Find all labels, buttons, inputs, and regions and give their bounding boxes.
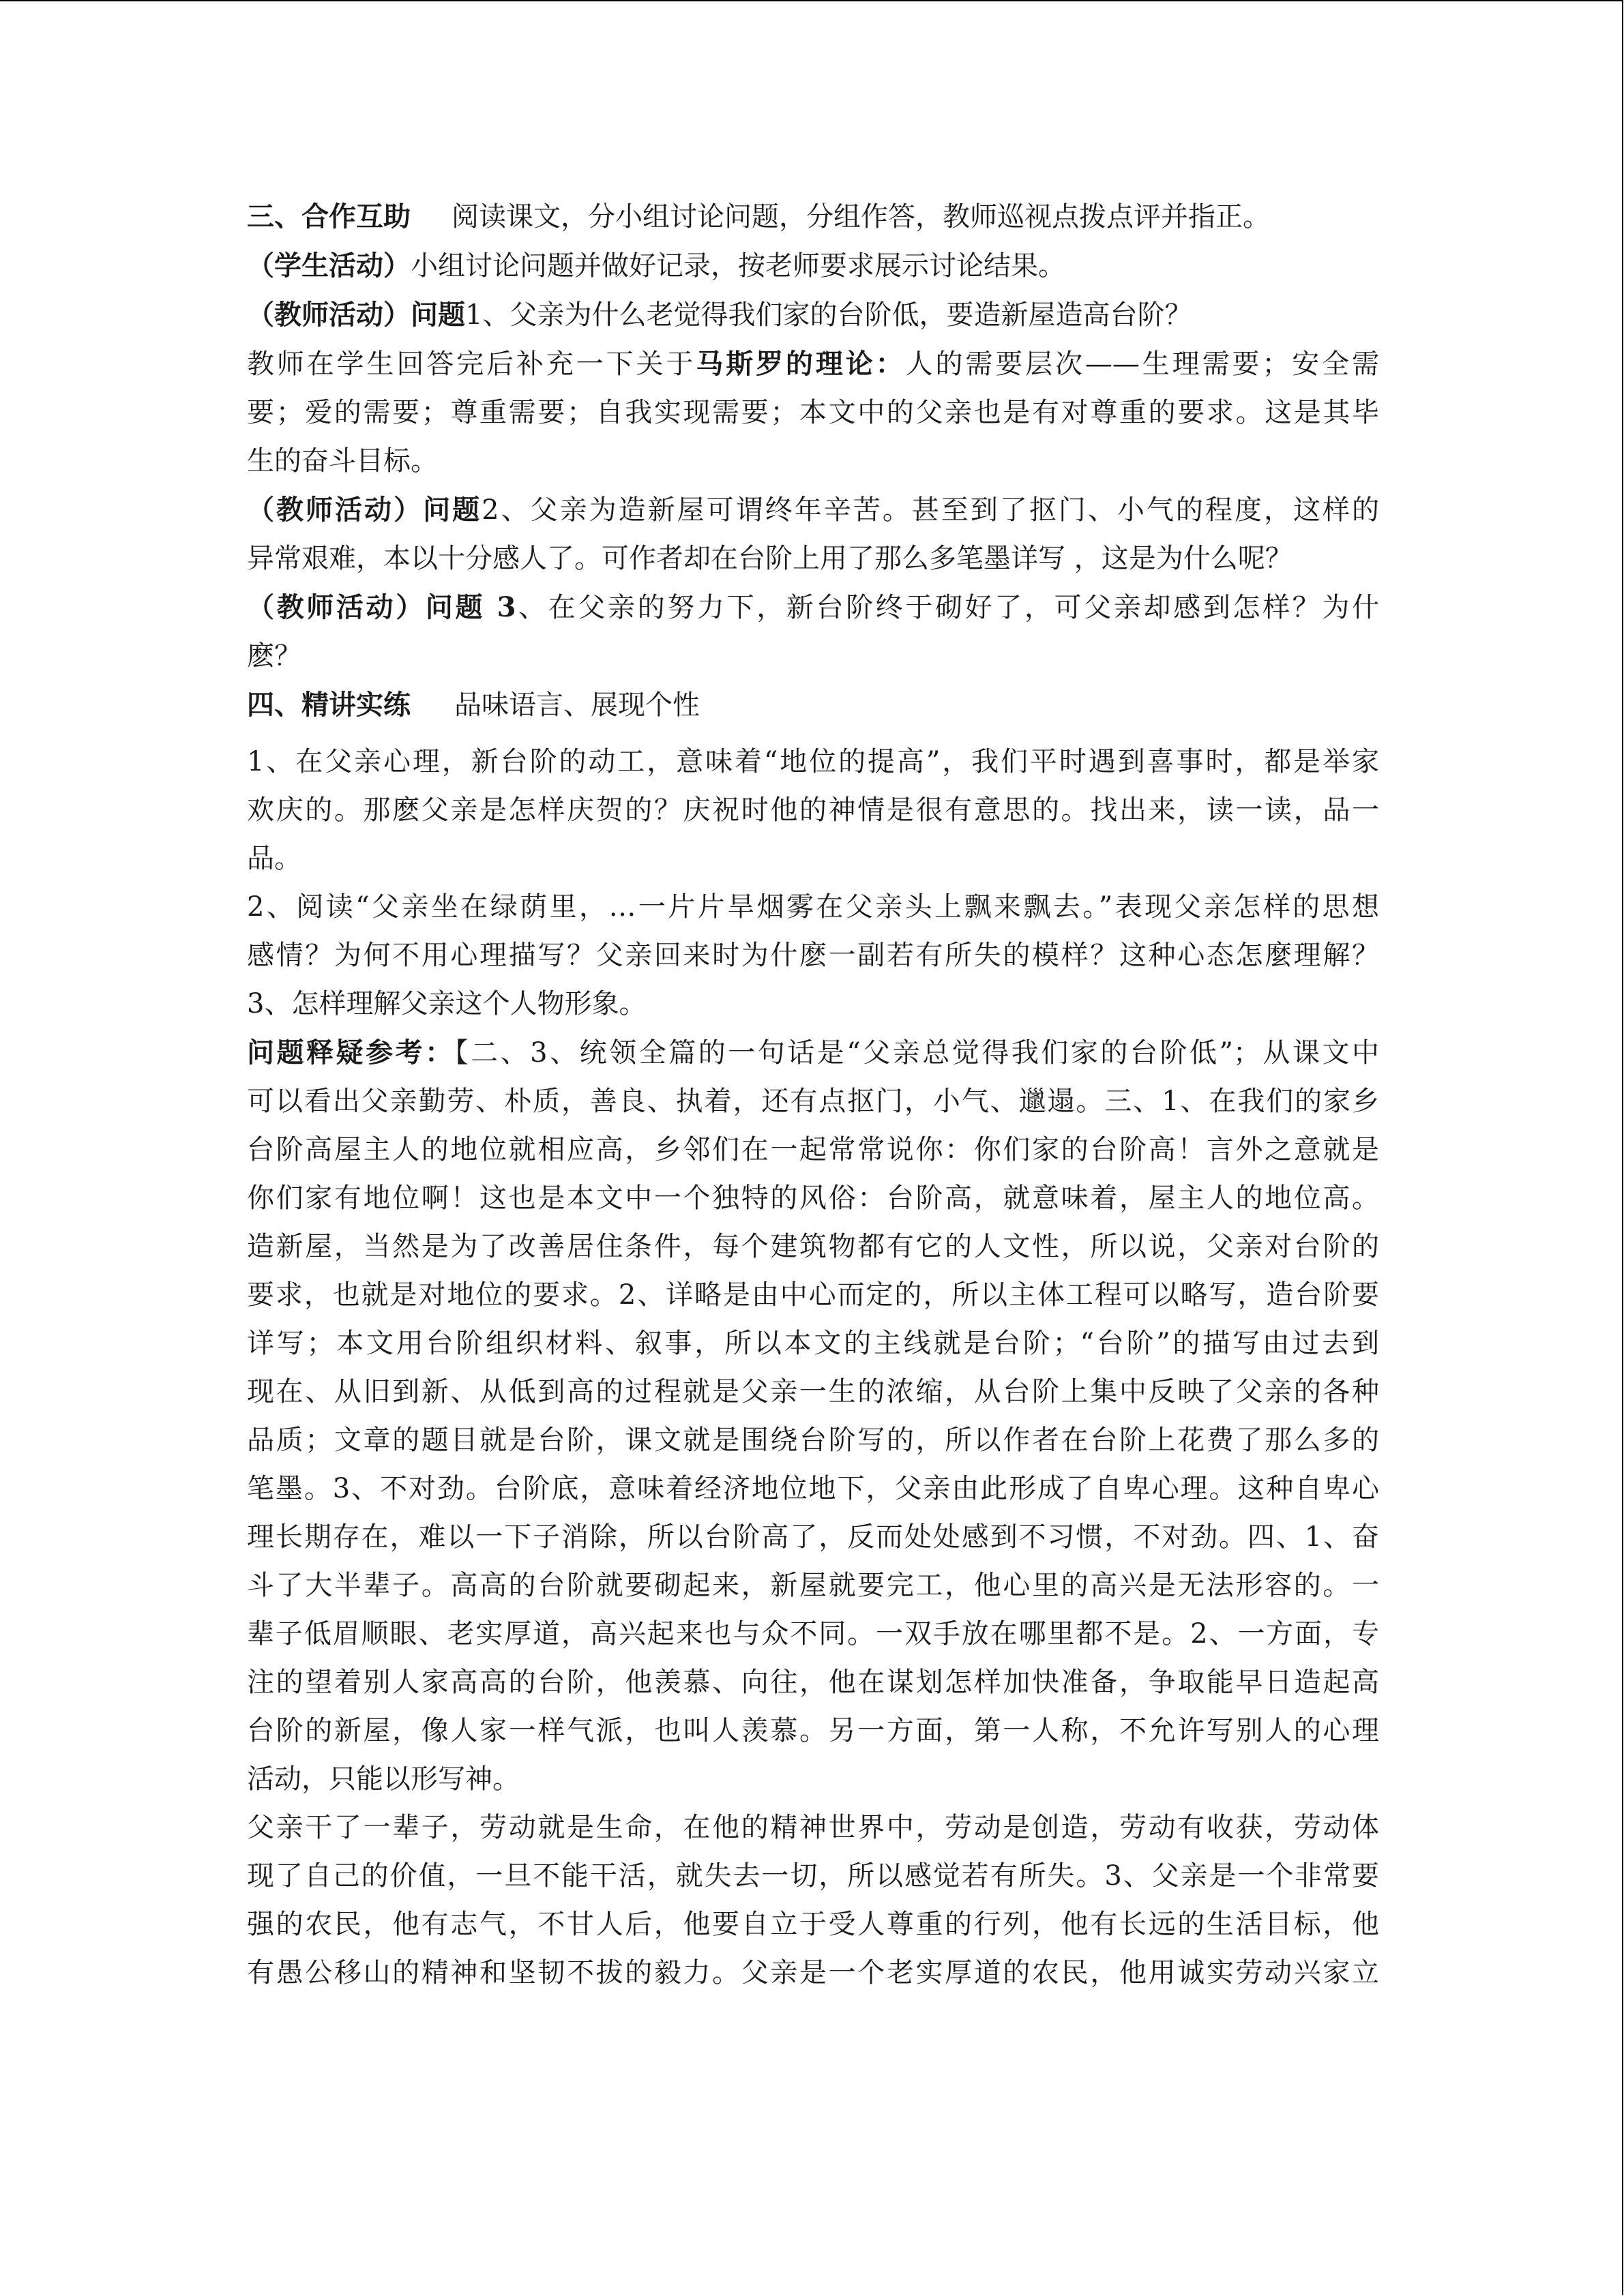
- maslow-line-3: 生的奋斗目标。: [247, 445, 438, 477]
- maslow-theory-label: 马斯罗的理论：: [696, 348, 906, 380]
- section4-subtitle: 品味语言、展现个性: [454, 689, 700, 721]
- answers-para2-line: 现了自己的价值，一旦不能干活，就失去一切，所以感觉若有所失。3、父亲是一个非常要: [247, 1860, 1379, 1892]
- answers-line: 造新屋，当然是为了改善居住条件，每个建筑物都有它的人文性，所以说，父亲对台阶的: [247, 1231, 1379, 1262]
- question3-text-1: 、在父亲的努力下，新台阶终于砌好了，可父亲却感到怎样？为什: [516, 592, 1379, 623]
- exercise1-line: 欢庆的。那麽父亲是怎样庆贺的？庆祝时他的神情是很有意思的。找出来，读一读，品一: [247, 794, 1379, 826]
- question2-line-1: [247, 486, 1379, 535]
- exercise2-line: 2、阅读“父亲坐在绿荫里，…一片片旱烟雾在父亲头上飘来飘去。”表现父亲怎样的思想: [247, 891, 1379, 923]
- question1-text: 1、父亲为什么老觉得我们家的台阶低，要造新屋造高台阶？: [465, 299, 1192, 331]
- question3-line-2: 麽？: [247, 640, 301, 672]
- answers-line: 笔墨。3、不对劲。台阶底，意味着经济地位地下，父亲由此形成了自卑心理。这种自卑心: [247, 1473, 1379, 1504]
- answers-line: 品质；文章的题目就是台阶，课文就是围绕台阶写的，所以作者在台阶上花费了那么多的: [247, 1425, 1379, 1456]
- answers-line: 斗了大半辈子。高高的台阶就要砌起来，新屋就要完工，他心里的高兴是无法形容的。一: [247, 1570, 1379, 1601]
- answers-line: 台阶高屋主人的地位就相应高，乡邻们在一起常常说你：你们家的台阶高！言外之意就是: [247, 1134, 1379, 1165]
- exercise2-line: 感情？为何不用心理描写？父亲回来时为什麽一副若有所失的模样？这种心态怎麼理解？: [247, 940, 1379, 971]
- exercise1-line: 品。: [247, 843, 301, 874]
- answers-first-text: 【二、3、统领全篇的一句话是“父亲总觉得我们家的台阶低”；从课文中: [454, 1037, 1379, 1069]
- section3-heading-line: [247, 192, 1379, 241]
- document-body: [247, 192, 1379, 1997]
- question3-line-1: [247, 583, 1379, 632]
- exercise3-line: 3、怎样理解父亲这个人物形象。: [247, 988, 647, 1019]
- question3-label: （教师活动）问题 3: [247, 591, 516, 623]
- answers-label: 问题释疑参考：: [247, 1037, 455, 1069]
- question2-text-1: 2、父亲为造新屋可谓终年辛苦。甚至到了抠门、小气的程度，这样的: [482, 494, 1380, 526]
- answers-line: 详写；本文用台阶组织材料、叙事，所以本文的主线就是台阶；“台阶”的描写由过去到: [247, 1328, 1379, 1359]
- answers-first-line: [247, 1028, 1379, 1077]
- student-activity-line: [247, 241, 1379, 290]
- answers-line: 辈子低眉顺眼、老实厚道，高兴起来也与众不同。一双手放在哪里都不是。2、一方面，专: [247, 1618, 1379, 1650]
- answers-line: 台阶的新屋，像人家一样气派，也叫人羡慕。另一方面，第一人称，不允许写别人的心理: [247, 1715, 1379, 1746]
- section3-intro: 阅读课文，分小组讨论问题，分组作答，教师巡视点拨点评并指正。: [452, 201, 1270, 233]
- maslow-line-2: 要；爱的需要；尊重需要；自我实现需要；本文中的父亲也是有对尊重的要求。这是其毕: [247, 397, 1379, 428]
- section3-heading: 三、合作互助: [247, 200, 411, 233]
- answers-line-short: 活动，只能以形写神。: [247, 1763, 520, 1795]
- maslow-needs-start: 人的需要层次——生理需要；安全需: [905, 348, 1380, 380]
- answers-line: 理长期存在，难以一下子消除，所以台阶高了，反而处处感到不习惯，不对劲。四、1、奋: [247, 1521, 1379, 1553]
- answers-line: 注的望着别人家高高的台阶，他羡慕、向往，他在谋划怎样加快准备，争取能早日造起高: [247, 1667, 1379, 1698]
- maslow-intro: 教师在学生回答完后补充一下关于: [247, 348, 696, 380]
- question2-line-2: 异常艰难，本以十分感人了。可作者却在台阶上用了那么多笔墨详写 ，这是为什么呢？: [247, 543, 1293, 574]
- question1-line: [247, 290, 1379, 340]
- maslow-line-1: [247, 340, 1379, 389]
- answers-para2-line: 有愚公移山的精神和坚韧不拔的毅力。父亲是一个老实厚道的农民，他用诚实劳动兴家立: [247, 1957, 1379, 1988]
- student-activity-text: 小组讨论问题并做好记录，按老师要求展示讨论结果。: [411, 250, 1065, 282]
- question1-label: （教师活动）问题: [247, 299, 465, 331]
- question2-label: （教师活动）问题: [247, 494, 482, 526]
- answers-line: 现在、从旧到新、从低到高的过程就是父亲一生的浓缩，从台阶上集中反映了父亲的各种: [247, 1376, 1379, 1407]
- answers-para2-line: 父亲干了一辈子，劳动就是生命，在他的精神世界中，劳动是创造，劳动有收获，劳动体: [247, 1812, 1379, 1843]
- section4-heading: 四、精讲实练: [247, 689, 411, 721]
- student-activity-label: （学生活动）: [247, 250, 411, 282]
- section4-heading-line: [247, 681, 1379, 730]
- answers-line: 要求，也就是对地位的要求。2、详略是由中心而定的，所以主体工程可以略写，造台阶要: [247, 1279, 1379, 1311]
- answers-para2-line: 强的农民，他有志气，不甘人后，他要自立于受人尊重的行列，他有长远的生活目标，他: [247, 1909, 1379, 1940]
- exercise1-line: 1、在父亲心理，新台阶的动工，意味着“地位的提高”，我们平时遇到喜事时，都是举家: [247, 746, 1379, 777]
- answers-line: 可以看出父亲勤劳、朴质，善良、执着，还有点抠门，小气、邋遢。三、1、在我们的家乡: [247, 1086, 1379, 1117]
- answers-line: 你们家有地位啊！这也是本文中一个独特的风俗：台阶高，就意味着，屋主人的地位高。: [247, 1182, 1379, 1214]
